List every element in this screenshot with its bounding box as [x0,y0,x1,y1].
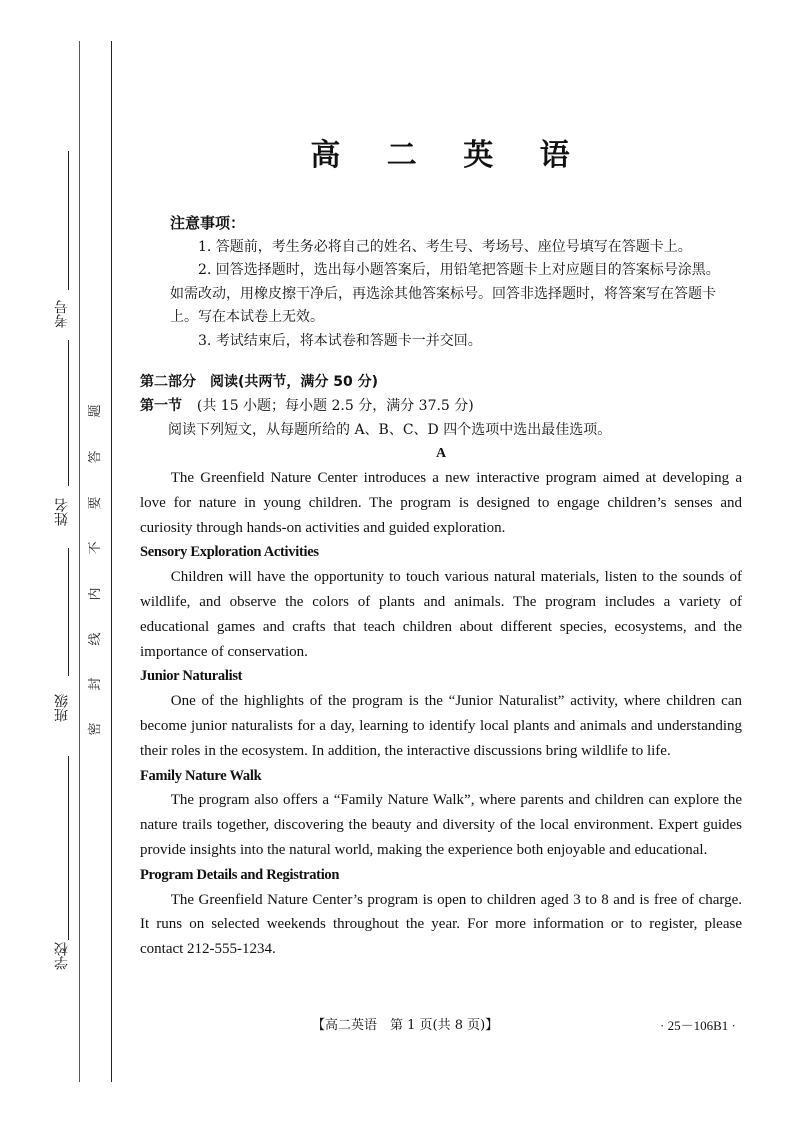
passage-paragraph: The program also offers a “Family Nature Walk”, where parents and children can explore the nature trails together, discovering the beauty and diversity of the local environment. Expert guides provide insights into the natural world, making the experience both enjoyable and educational. [140,792,742,858]
page-info: 【高二英语 第 1 页(共 8 页)】 [312,1018,499,1033]
name-label: 姓名 [54,498,70,526]
class-blank[interactable] [68,548,69,676]
notice-item: 2. 回答选择题时，选出每小题答案后，用铅笔把答题卡上对应题目的答案标号涂黑。如需改动，用橡皮擦干净后，再选涂其他答案标号。回答非选择题时，将答案写在答题卡上。写在本试卷上无效。 [170,262,720,325]
exam-number-label: 考号 [54,300,70,328]
page-title: 高 二 英 语 [310,138,588,173]
seal-char: 答 [88,450,103,464]
section-label: 第一节 [140,398,182,414]
notice-heading: 注意事项： [170,214,246,232]
passage-letter: A [435,446,447,461]
seal-char: 内 [88,587,103,601]
passage-paragraph: One of the highlights of the program is the “Junior Naturalist” activity, where children can become junior naturalists for a day, learning to identify local plants and animals and understanding their roles in the ecosystem. In addition, the interactive discussions bring wildlife to life. [140,693,742,759]
seal-char: 密 [88,722,103,736]
exam-number-blank[interactable] [68,151,69,290]
section-detail: (共 15 小题；每小题 2.5 分，满分 37.5 分) [196,398,474,414]
part-title: 第二部分 阅读(共两节，满分 50 分) [140,374,379,390]
passage-subheading: Junior Naturalist [140,668,243,685]
passage-paragraph: The Greenfield Nature Center’s program is open to children aged 3 to 8 and is free of charge. It runs on selected weekends throughout the year. For more information or to register, please contact 212-555-1234. [140,891,742,958]
notice-item: 3. 考试结束后，将本试卷和答题卡一并交回。 [198,332,482,349]
passage-paragraph: Children will have the opportunity to touch various natural materials, listen to the sounds of wildlife, and observe the colors of plants and animals. The program includes a variety of educational games and crafts that teach children about different species, ecosystems, and the importance of conservation. [140,569,742,660]
section-instruction: 阅读下列短文，从每题所给的 A、B、C、D 四个选项中选出最佳选项。 [168,422,612,438]
binding-line-outer [111,41,112,1082]
passage-article [140,466,742,962]
school-label: 学校 [54,942,70,970]
passage-subheading: Family Nature Walk [140,767,262,784]
passage-subheading: Program Details and Registration [140,866,340,883]
school-blank[interactable] [68,756,69,940]
seal-char: 要 [88,496,103,510]
exam-code: · 25－106B1 · [660,1018,736,1033]
section-heading [140,394,742,418]
seal-char: 线 [88,632,103,646]
seal-char: 封 [88,677,103,691]
class-label: 班级 [54,694,70,722]
notice-block [170,212,730,353]
passage-intro: The Greenfield Nature Center introduces a new interactive program aimed at developing a love for nature in young children. The program is designed to engage children’s senses and curiosity through hands-on activities and guided exploration. [140,470,742,536]
notice-item: 1. 答题前，考生务必将自己的姓名、考生号、考场号、座位号填写在答题卡上。 [198,238,692,255]
reading-part [140,370,742,962]
binding-line-inner [79,41,80,1082]
seal-char: 题 [88,404,103,418]
seal-char: 不 [88,541,103,555]
passage-subheading: Sensory Exploration Activities [140,544,319,561]
name-blank[interactable] [68,340,69,486]
